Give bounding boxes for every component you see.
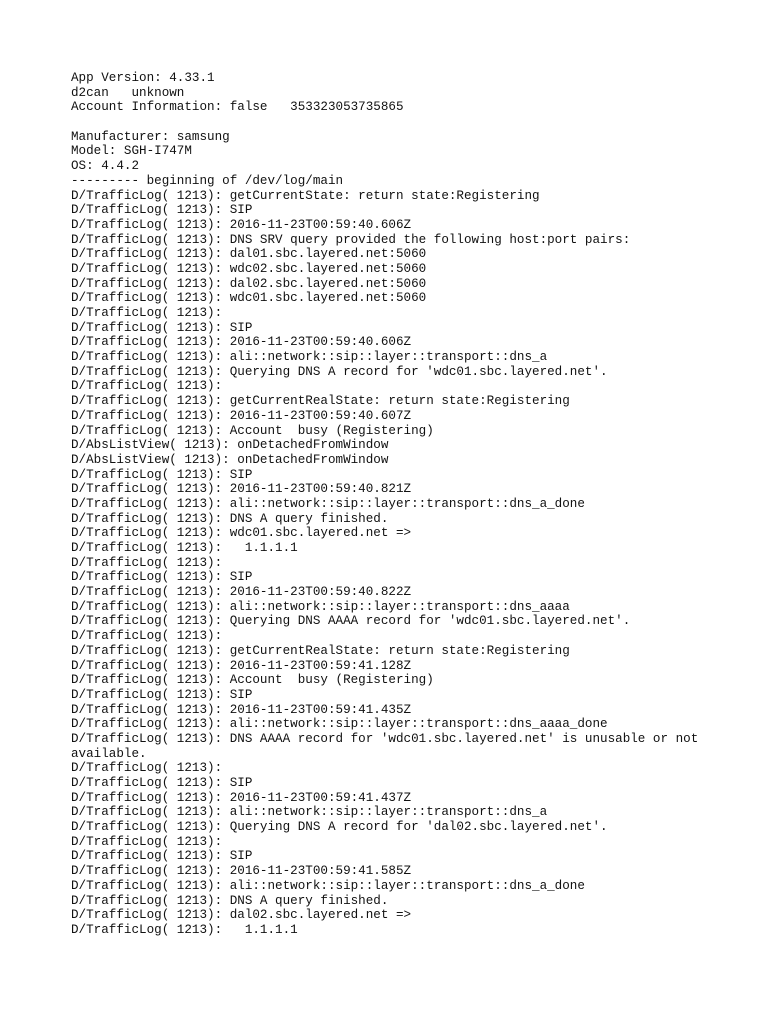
log-line: D/TrafficLog( 1213): Account busy (Registering) (71, 673, 434, 688)
log-line: D/TrafficLog( 1213): ali::network::sip::layer::transport::dns_aaaa (71, 599, 570, 614)
log-line: D/TrafficLog( 1213): (71, 834, 223, 849)
log-line: D/TrafficLog( 1213): 2016-11-23T00:59:41.128Z (71, 658, 412, 673)
log-line: D/TrafficLog( 1213): Account busy (Registering) (71, 423, 434, 438)
log-line: D/TrafficLog( 1213): SIP (71, 776, 253, 790)
log-line: d2can unknown (71, 85, 185, 100)
log-line: D/TrafficLog( 1213): ali::network::sip::layer::transport::dns_aaaa_done (71, 717, 608, 732)
log-line: D/TrafficLog( 1213): 2016-11-23T00:59:40.606Z (71, 335, 412, 350)
log-line: D/TrafficLog( 1213): wdc01.sbc.layered.net:5060 (71, 291, 427, 306)
log-line: D/TrafficLog( 1213): Querying DNS AAAA record for 'wdc01.sbc.layered.net'. (71, 614, 631, 629)
log-line: D/TrafficLog( 1213): 2016-11-23T00:59:41.585Z (71, 864, 412, 879)
log-line: D/TrafficLog( 1213): ali::network::sip::layer::transport::dns_a (71, 805, 548, 820)
log-line: D/TrafficLog( 1213): DNS A query finished. (71, 511, 389, 526)
log-line: D/TrafficLog( 1213): (71, 306, 223, 320)
log-line: D/TrafficLog( 1213): dal02.sbc.layered.net:5060 (71, 276, 427, 291)
log-line: D/TrafficLog( 1213): SIP (71, 467, 253, 482)
log-line: D/AbsListView( 1213): onDetachedFromWindow (71, 438, 389, 453)
log-line: D/TrafficLog( 1213): getCurrentState: return state:Registering (71, 188, 540, 203)
log-line: Account Information: false 353323053735865 (71, 100, 404, 115)
log-line: D/TrafficLog( 1213): 2016-11-23T00:59:40.606Z (71, 217, 412, 232)
log-line: D/TrafficLog( 1213): dal02.sbc.layered.net => (71, 908, 412, 923)
log-document (71, 71, 731, 938)
log-line: D/TrafficLog( 1213): Querying DNS A record for 'dal02.sbc.layered.net'. (71, 820, 608, 835)
log-line: D/TrafficLog( 1213): SIP (71, 570, 253, 585)
log-line: D/TrafficLog( 1213): SIP (71, 203, 253, 218)
log-line: D/TrafficLog( 1213): getCurrentRealState: return state:Registering (71, 643, 570, 658)
log-line (71, 115, 731, 130)
log-line: D/TrafficLog( 1213): DNS SRV query provided the following host:port pairs: (71, 232, 631, 247)
log-line: D/TrafficLog( 1213): 1.1.1.1 (71, 541, 298, 555)
log-line: D/TrafficLog( 1213): 2016-11-23T00:59:41.435Z (71, 702, 412, 717)
log-line: OS: 4.4.2 (71, 159, 140, 174)
log-line: D/TrafficLog( 1213): wdc02.sbc.layered.net:5060 (71, 261, 427, 276)
log-line: D/TrafficLog( 1213): SIP (71, 849, 253, 864)
log-line: D/TrafficLog( 1213): 2016-11-23T00:59:40.607Z (71, 408, 412, 423)
log-line: D/TrafficLog( 1213): (71, 555, 223, 570)
log-line: App Version: 4.33.1 (71, 71, 215, 85)
log-line: D/TrafficLog( 1213): 2016-11-23T00:59:41.437Z (71, 790, 412, 805)
log-line: D/TrafficLog( 1213): DNS A query finished. (71, 893, 389, 908)
log-line: D/TrafficLog( 1213): (71, 629, 223, 644)
log-line: D/TrafficLog( 1213): dal01.sbc.layered.net:5060 (71, 247, 427, 262)
log-line: D/TrafficLog( 1213): DNS AAAA record for 'wdc01.sbc.layered.net' is unusable or not (71, 731, 699, 746)
log-line: D/TrafficLog( 1213): (71, 761, 223, 776)
log-line: available. (71, 746, 147, 761)
log-line: D/TrafficLog( 1213): getCurrentRealState: return state:Registering (71, 394, 570, 409)
log-line: D/TrafficLog( 1213): ali::network::sip::layer::transport::dns_a (71, 350, 548, 365)
log-line: D/AbsListView( 1213): onDetachedFromWindow (71, 452, 389, 467)
log-line: D/TrafficLog( 1213): ali::network::sip::layer::transport::dns_a_done (71, 878, 585, 893)
log-line: D/TrafficLog( 1213): wdc01.sbc.layered.net => (71, 526, 412, 541)
log-line: D/TrafficLog( 1213): (71, 379, 223, 394)
log-line: Manufacturer: samsung (71, 129, 230, 144)
log-line: D/TrafficLog( 1213): 2016-11-23T00:59:40.822Z (71, 585, 412, 600)
log-line: Model: SGH-I747M (71, 144, 192, 159)
log-line: D/TrafficLog( 1213): 2016-11-23T00:59:40.821Z (71, 482, 412, 497)
log-line: D/TrafficLog( 1213): Querying DNS A record for 'wdc01.sbc.layered.net'. (71, 364, 608, 379)
log-line: D/TrafficLog( 1213): ali::network::sip::layer::transport::dns_a_done (71, 496, 585, 511)
log-line: D/TrafficLog( 1213): SIP (71, 687, 253, 702)
log-line: --------- beginning of /dev/log/main (71, 173, 344, 188)
log-line: D/TrafficLog( 1213): SIP (71, 320, 253, 335)
log-line: D/TrafficLog( 1213): 1.1.1.1 (71, 922, 298, 937)
